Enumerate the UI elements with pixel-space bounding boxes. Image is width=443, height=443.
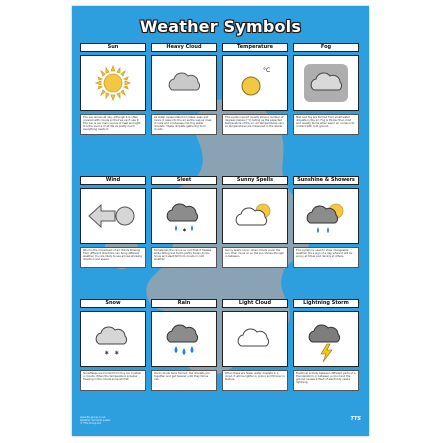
card-description: Once clouds have formed, the droplets join together and get heavier until they fall as rain.	[151, 370, 217, 391]
card-label: Fog	[293, 43, 359, 52]
card-heavy-cloud	[151, 43, 217, 135]
weather-symbols-poster	[72, 6, 369, 436]
card-label: Wind	[80, 176, 146, 185]
footer-line: © TTS Group Ltd	[80, 422, 102, 425]
card-temperature	[222, 43, 288, 135]
card-label: Heavy Cloud	[151, 43, 217, 52]
lightning-storm-icon	[293, 311, 359, 367]
svg-text:*: *	[183, 228, 186, 235]
card-wind	[80, 176, 146, 268]
card-description: This symbol would usually show a number of degrees Celsius (°C) telling us the expected temperature of the air. Air temperatures vary so temperatures are measured in the shade.	[222, 114, 288, 135]
card-snow	[80, 299, 146, 391]
card-lightning-storm	[293, 299, 359, 391]
poster-title: Weather Symbols	[139, 17, 302, 36]
sunshine-showers-icon	[293, 188, 359, 244]
card-sun	[80, 43, 146, 135]
sun-icon	[80, 55, 146, 111]
footer-line: www.tts-group.co.uk	[80, 416, 106, 419]
fog-icon	[293, 55, 359, 111]
card-description: As water evaporates from lakes, seas and rivers it rises into the air as the vapour rises it cools and condenses into tiny water droplets. These droplets gathering form clouds.	[151, 114, 217, 135]
snow-icon	[80, 311, 146, 367]
card-label: Rain	[151, 299, 217, 308]
svg-text:*: *	[115, 350, 119, 358]
heavy-cloud-icon	[151, 55, 217, 111]
card-description: The sun shines all day, although it is often covered with clouds so that we can't see it. The sun is our main source of heat and light. It is the source of all life as pretty much everything needs it.	[80, 114, 146, 135]
card-label: Sunshine & Showers	[293, 176, 359, 185]
card-label: Lightning Storm	[293, 299, 359, 308]
card-label: Sun	[80, 43, 146, 52]
light-cloud-icon	[222, 311, 288, 367]
card-description: Snowflakes are formed from tiny ice crystals in clouds. When the temperature is below freezing in the clouds snow will fall.	[80, 370, 146, 391]
svg-text:*: *	[105, 350, 109, 358]
card-description: Sunny spells occur, when clouds cover the sun, then move on so the sun shines through in between.	[222, 247, 288, 268]
card-description: Electrical activity between different parts of a thunderstorm or between a cloud and the ground causes a flash of electricity called lightning.	[293, 370, 359, 391]
wind-icon	[80, 188, 146, 244]
card-light-cloud	[222, 299, 288, 391]
card-description: Sometimes the rain is so cold that it freezes while falling and forms partly frozen drops. Snow and sleet fall from clouds in cold weather.	[151, 247, 217, 268]
card-sunshine-showers	[293, 176, 359, 268]
card-description: This symbol is used to show changeable weather. It's a sign of a day where it will be sunny at times and raining at others.	[293, 247, 359, 268]
card-label: Temperature	[222, 43, 288, 52]
temperature-icon	[222, 55, 288, 111]
card-label: Snow	[80, 299, 146, 308]
card-label: Sunny Spells	[222, 176, 288, 185]
card-sunny-spells	[222, 176, 288, 268]
sunny-spells-icon	[222, 188, 288, 244]
sleet-icon	[151, 188, 217, 244]
rain-icon	[151, 311, 217, 367]
footer-line: Weather Symbols poster	[80, 419, 111, 422]
poster-footer	[80, 416, 111, 425]
card-sleet	[151, 176, 217, 268]
temperature-unit: °C	[263, 67, 271, 74]
card-description: Wind is the movement of air. Winds blowing from different directions can bring different weather. You are likely to see arrows showing direction and speed.	[80, 247, 146, 268]
card-label: Light Cloud	[222, 299, 288, 308]
card-description: When there are fewer water droplets in a cloud, it will be lighter in colour and thinner in texture.	[222, 370, 288, 391]
card-rain	[151, 299, 217, 391]
card-fog	[293, 43, 359, 135]
card-description: Mist and fog are formed from small water droplets in the air. Fog is thicker than mist and usually forms when warm air comes into contact with cold ground.	[293, 114, 359, 135]
card-label: Sleet	[151, 176, 217, 185]
brand-logo: TTS	[350, 416, 361, 422]
